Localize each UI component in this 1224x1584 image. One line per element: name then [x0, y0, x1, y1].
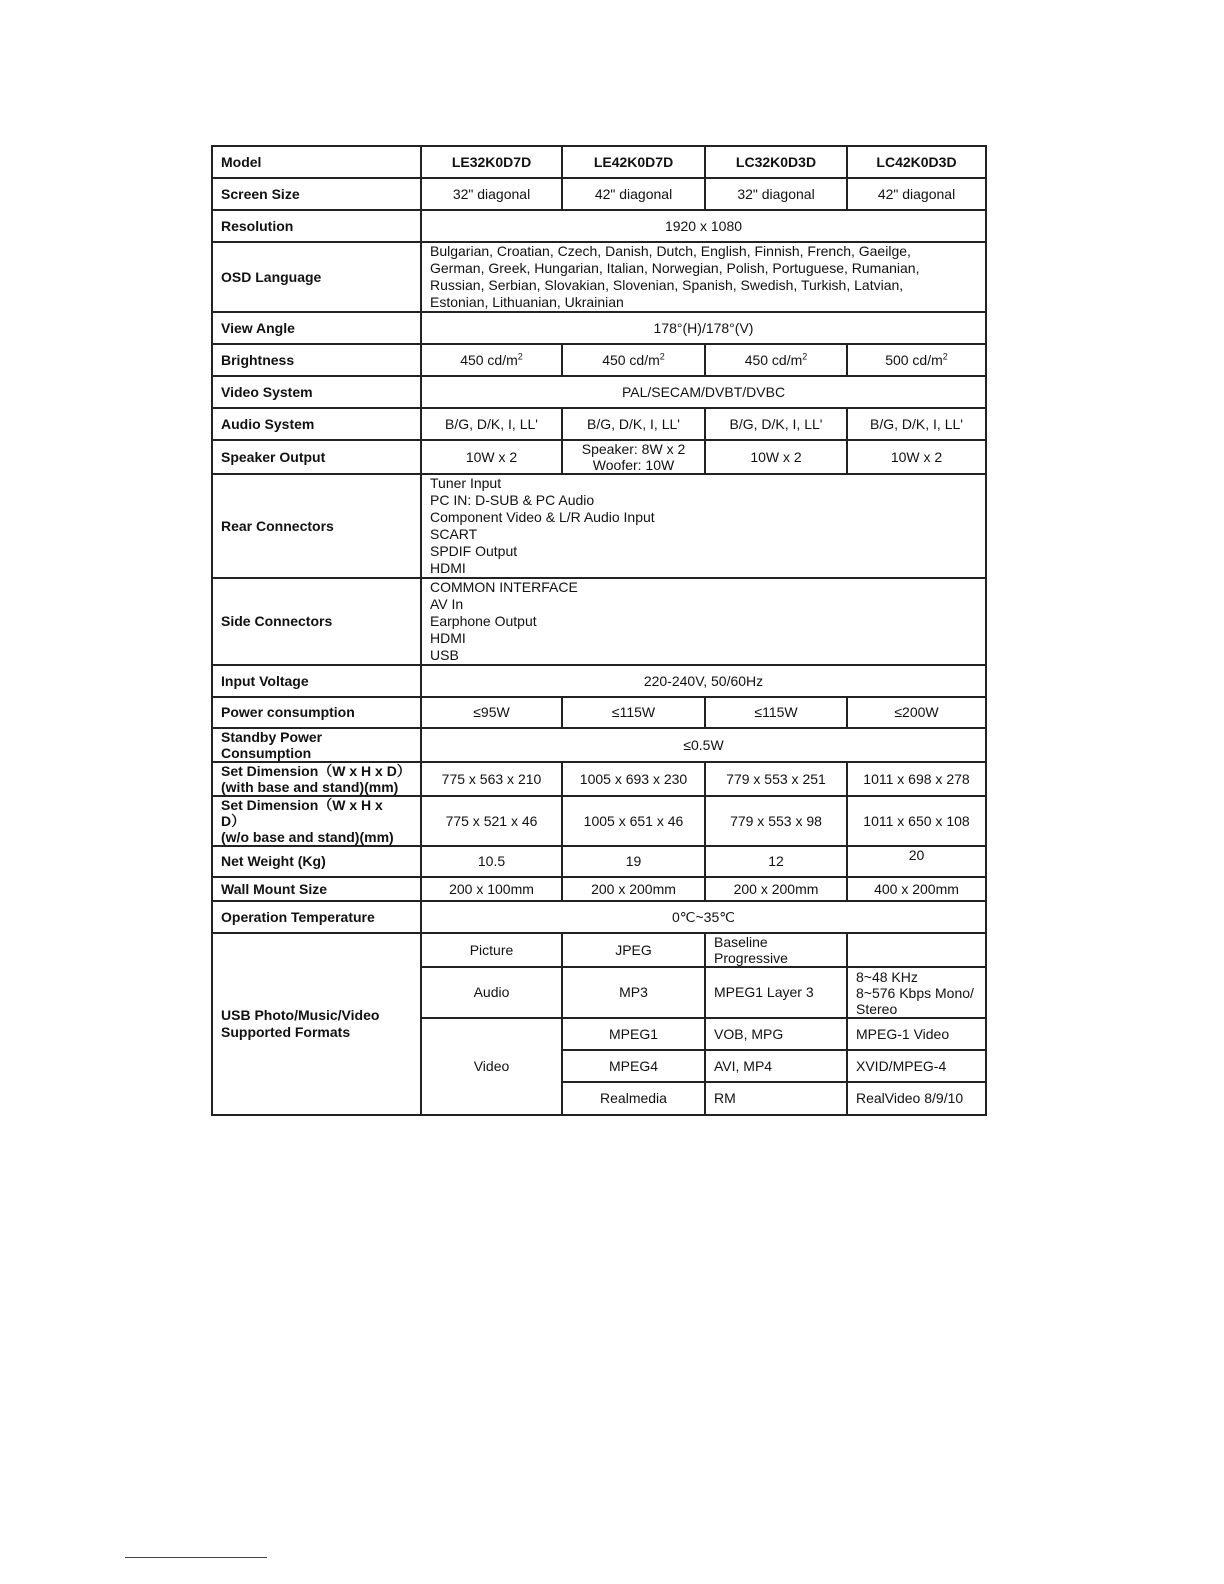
- cell: 775 x 521 x 46: [421, 796, 562, 846]
- cell: VOB, MPG: [705, 1018, 847, 1050]
- cell: 200 x 100mm: [421, 877, 562, 901]
- cell: 178°(H)/178°(V): [421, 312, 986, 344]
- row-label: Rear Connectors: [212, 474, 421, 578]
- cell: Baseline Progressive: [705, 933, 847, 967]
- table-row: [212, 146, 986, 178]
- cell: MPEG1: [562, 1018, 705, 1050]
- table-row: [212, 762, 986, 796]
- cell-text: 450 cd/m: [602, 351, 660, 368]
- model-header: LC32K0D3D: [705, 146, 847, 178]
- row-label: Net Weight (Kg): [212, 846, 421, 877]
- row-label: Brightness: [212, 344, 421, 376]
- cell: Audio: [421, 967, 562, 1018]
- cell: Speaker: 8W x 2 Woofer: 10W: [562, 440, 705, 474]
- cell: B/G, D/K, I, LL': [562, 408, 705, 440]
- cell: 32" diagonal: [705, 178, 847, 210]
- cell: B/G, D/K, I, LL': [705, 408, 847, 440]
- cell: 1920 x 1080: [421, 210, 986, 242]
- row-label: Model: [212, 146, 421, 178]
- row-label: Resolution: [212, 210, 421, 242]
- cell: 10W x 2: [847, 440, 986, 474]
- cell: ≤200W: [847, 697, 986, 728]
- cell: 779 x 553 x 251: [705, 762, 847, 796]
- table-row: [212, 933, 986, 967]
- cell: 10W x 2: [705, 440, 847, 474]
- row-label: USB Photo/Music/Video Supported Formats: [212, 933, 421, 1115]
- model-header: LE32K0D7D: [421, 146, 562, 178]
- cell: RealVideo 8/9/10: [847, 1082, 986, 1115]
- cell: 1011 x 698 x 278: [847, 762, 986, 796]
- cell: MPEG-1 Video: [847, 1018, 986, 1050]
- cell: 775 x 563 x 210: [421, 762, 562, 796]
- table-row: [212, 408, 986, 440]
- cell: 0℃~35℃: [421, 901, 986, 933]
- table-row: [212, 376, 986, 408]
- table-row: [212, 728, 986, 762]
- cell-text: 450 cd/m: [460, 351, 518, 368]
- table-row: [212, 440, 986, 474]
- cell: ≤95W: [421, 697, 562, 728]
- row-label: Input Voltage: [212, 665, 421, 697]
- cell: ≤0.5W: [421, 728, 986, 762]
- cell: 779 x 553 x 98: [705, 796, 847, 846]
- row-label: Video System: [212, 376, 421, 408]
- cell: [421, 344, 562, 376]
- cell: 19: [562, 846, 705, 877]
- cell: 1011 x 650 x 108: [847, 796, 986, 846]
- spec-table: [211, 145, 987, 1116]
- row-label: Operation Temperature: [212, 901, 421, 933]
- cell: [705, 344, 847, 376]
- cell: JPEG: [562, 933, 705, 967]
- cell: AVI, MP4: [705, 1050, 847, 1082]
- table-row: [212, 697, 986, 728]
- cell-text: 500 cd/m: [885, 351, 943, 368]
- cell: 200 x 200mm: [705, 877, 847, 901]
- cell: 42" diagonal: [847, 178, 986, 210]
- row-label: Screen Size: [212, 178, 421, 210]
- table-row: [212, 178, 986, 210]
- table-row: [212, 901, 986, 933]
- cell: MP3: [562, 967, 705, 1018]
- row-label: Set Dimension（W x H x D） (w/o base and stand)(mm): [212, 796, 421, 846]
- cell: Realmedia: [562, 1082, 705, 1115]
- table-row: [212, 210, 986, 242]
- superscript: 2: [659, 350, 665, 361]
- row-label: Side Connectors: [212, 578, 421, 665]
- cell: Tuner Input PC IN: D-SUB & PC Audio Component Video & L/R Audio Input SCART SPDIF Output HDMI: [421, 474, 986, 578]
- cell: 220-240V, 50/60Hz: [421, 665, 986, 697]
- cell: 8~48 KHz 8~576 Kbps Mono/ Stereo: [847, 967, 986, 1018]
- table-row: [212, 242, 986, 312]
- row-label: Power consumption: [212, 697, 421, 728]
- cell: 32" diagonal: [421, 178, 562, 210]
- cell: 42" diagonal: [562, 178, 705, 210]
- table-row: [212, 344, 986, 376]
- row-label: Audio System: [212, 408, 421, 440]
- cell: MPEG4: [562, 1050, 705, 1082]
- cell: B/G, D/K, I, LL': [421, 408, 562, 440]
- row-label: View Angle: [212, 312, 421, 344]
- row-label: Wall Mount Size: [212, 877, 421, 901]
- cell: B/G, D/K, I, LL': [847, 408, 986, 440]
- cell: RM: [705, 1082, 847, 1115]
- cell: [847, 933, 986, 967]
- table-row: [212, 846, 986, 877]
- table-row: [212, 312, 986, 344]
- table-row: [212, 796, 986, 846]
- cell: [847, 344, 986, 376]
- cell: 20: [847, 846, 986, 877]
- table-row: [212, 665, 986, 697]
- row-label: Speaker Output: [212, 440, 421, 474]
- table-row: [212, 474, 986, 578]
- superscript: 2: [942, 350, 948, 361]
- cell: MPEG1 Layer 3: [705, 967, 847, 1018]
- model-header: LC42K0D3D: [847, 146, 986, 178]
- cell: 200 x 200mm: [562, 877, 705, 901]
- cell: Bulgarian, Croatian, Czech, Danish, Dutch, English, Finnish, French, Gaeilge, German, Greek, Hungarian, Italian, Norwegian, Polish, Portuguese, Rumanian, Russian, Serbian, Slovakian, Slovenian, Spanish, Swedish, Turkish, Latvian, Estonian, Lithuanian, Ukrainian: [421, 242, 986, 312]
- cell: Video: [421, 1018, 562, 1115]
- cell: 10W x 2: [421, 440, 562, 474]
- superscript: 2: [517, 350, 523, 361]
- cell: XVID/MPEG-4: [847, 1050, 986, 1082]
- footnote-separator: [125, 1557, 267, 1558]
- cell: Picture: [421, 933, 562, 967]
- cell-text: 450 cd/m: [744, 351, 803, 368]
- cell: ≤115W: [705, 697, 847, 728]
- row-label: Standby Power Consumption: [212, 728, 421, 762]
- row-label: OSD Language: [212, 242, 421, 312]
- cell: COMMON INTERFACE AV In Earphone Output HDMI USB: [421, 578, 986, 665]
- cell: PAL/SECAM/DVBT/DVBC: [421, 376, 986, 408]
- cell: 1005 x 693 x 230: [562, 762, 705, 796]
- table-row: [212, 877, 986, 901]
- cell: 10.5: [421, 846, 562, 877]
- table-row: [212, 578, 986, 665]
- row-label: Set Dimension（W x H x D） (with base and stand)(mm): [212, 762, 421, 796]
- cell: [562, 344, 705, 376]
- cell: 12: [705, 846, 847, 877]
- cell: ≤115W: [562, 697, 705, 728]
- cell: 1005 x 651 x 46: [562, 796, 705, 846]
- cell: 400 x 200mm: [847, 877, 986, 901]
- superscript: 2: [802, 350, 808, 361]
- model-header: LE42K0D7D: [562, 146, 705, 178]
